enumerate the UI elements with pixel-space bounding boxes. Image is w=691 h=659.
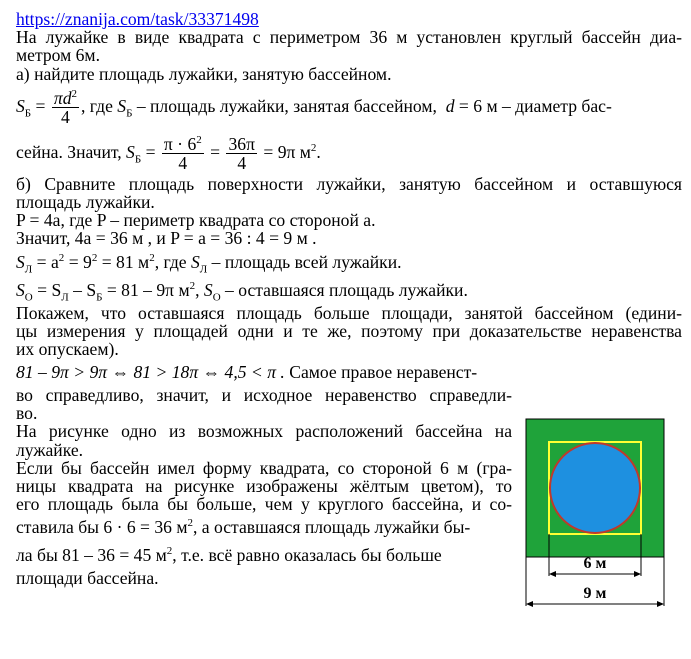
proof-line-4: во справедливо, значит, и исходное неравенство справедли-: [16, 385, 512, 406]
formula-line-1: $S_Б$ = $\frac{\pi d^2}{4}$ , где $S_Б$ – площадь лужайки, занятая бассейном, d = 6 м – диаметр бас-: [16, 88, 612, 128]
question-b-1: б) Сравните площадь поверхности лужайки, занятую бассейном и оставшуюся: [16, 173, 682, 194]
fraction-pi-62-4: $\frac{\pi \cdot 6^2}{4}$: [163, 134, 202, 174]
proof-line-13: площади бассейна.: [16, 568, 159, 589]
dim-6-label: 6 м: [583, 555, 607, 572]
pool-figure: [516, 414, 676, 614]
proof-line-2: цы измерения у площадей одни и те же, поэтому при доказательстве неравенства: [16, 320, 682, 341]
dim-9-label: 9 м: [583, 585, 607, 602]
proof-line-5: во.: [16, 403, 38, 424]
fraction-36pi-4: $\frac{36\pi}{4}$: [228, 134, 255, 174]
proof-line-8: Если бы бассейн имел форму квадрата, со стороной 6 м (гра-: [16, 457, 512, 478]
problem-line-2: метром 6м.: [16, 45, 100, 66]
dim-6-arrow-left: [549, 571, 556, 577]
problem-line-1: На лужайке в виде квадрата с периметром 36 м установлен круглый бассейн диа-: [16, 27, 682, 48]
question-b-2: площадь лужайки.: [16, 191, 155, 212]
dim-9-arrow-left: [526, 601, 533, 607]
source-link[interactable]: https://znanija.com/task/33371498: [16, 9, 259, 29]
proof-line-3: их опускаем).: [16, 338, 119, 359]
area-lawn-line: $S_Л = a^2 = 9^2 = 81$ $м^2$, где $S_Л$ – площадь всей лужайки.: [16, 251, 402, 276]
proof-line-10: его площадь была бы больше, чем у круглого бассейна, и со-: [16, 494, 512, 515]
fraction-pi-d2-4: $\frac{\pi d^2}{4}$: [53, 88, 77, 128]
inequality-line: 81 – 9π > 9π ⇔ 81 > 18π ⇔ 4,5 < π . Самое правое неравенст-: [16, 362, 478, 383]
url-line: [16, 10, 682, 28]
proof-line-9: ницы квадрата на рисунке изображены жёлтым цветом), то: [16, 476, 512, 496]
dim-9-arrow-right: [657, 601, 664, 607]
dim-6-arrow-right: [634, 571, 641, 577]
znachit-line: Значит, 4a = 36 м , и P = a = 36 : 4 = 9 м .: [16, 228, 317, 249]
formula-line-2: сейна. Значит, $S_Б$ = $\frac{\pi \cdot 6^2}{4}$ = $\frac{36\pi}{4}$ = 9π $м^2$.: [16, 134, 321, 174]
proof-line-1: Покажем, что оставшаяся площадь больше площади, занятой бассейном (едини-: [16, 302, 682, 323]
perimeter-line: P = 4a, где P – периметр квадрата со стороной a.: [16, 210, 376, 231]
question-a: а) найдите площадь лужайки, занятую бассейном.: [16, 63, 392, 84]
proof-line-12: ла бы 81 – 36 = 45 $м^2$, т.е. всё равно оказалась бы больше: [16, 545, 442, 566]
proof-line-11: ставила бы 6 · 6 = 36 $м^2$, а оставшаяся площадь лужайки бы-: [16, 517, 471, 538]
pool-circle: [550, 443, 640, 533]
proof-line-7: лужайке.: [16, 439, 84, 460]
area-remaining-line: $S_О = S_Л - S_Б = 81 - 9\pi$ $м^2$, $S_О$ – оставшаяся площадь лужайки.: [16, 279, 468, 304]
proof-line-6: На рисунке одно из возможных расположений бассейна на: [16, 421, 512, 442]
